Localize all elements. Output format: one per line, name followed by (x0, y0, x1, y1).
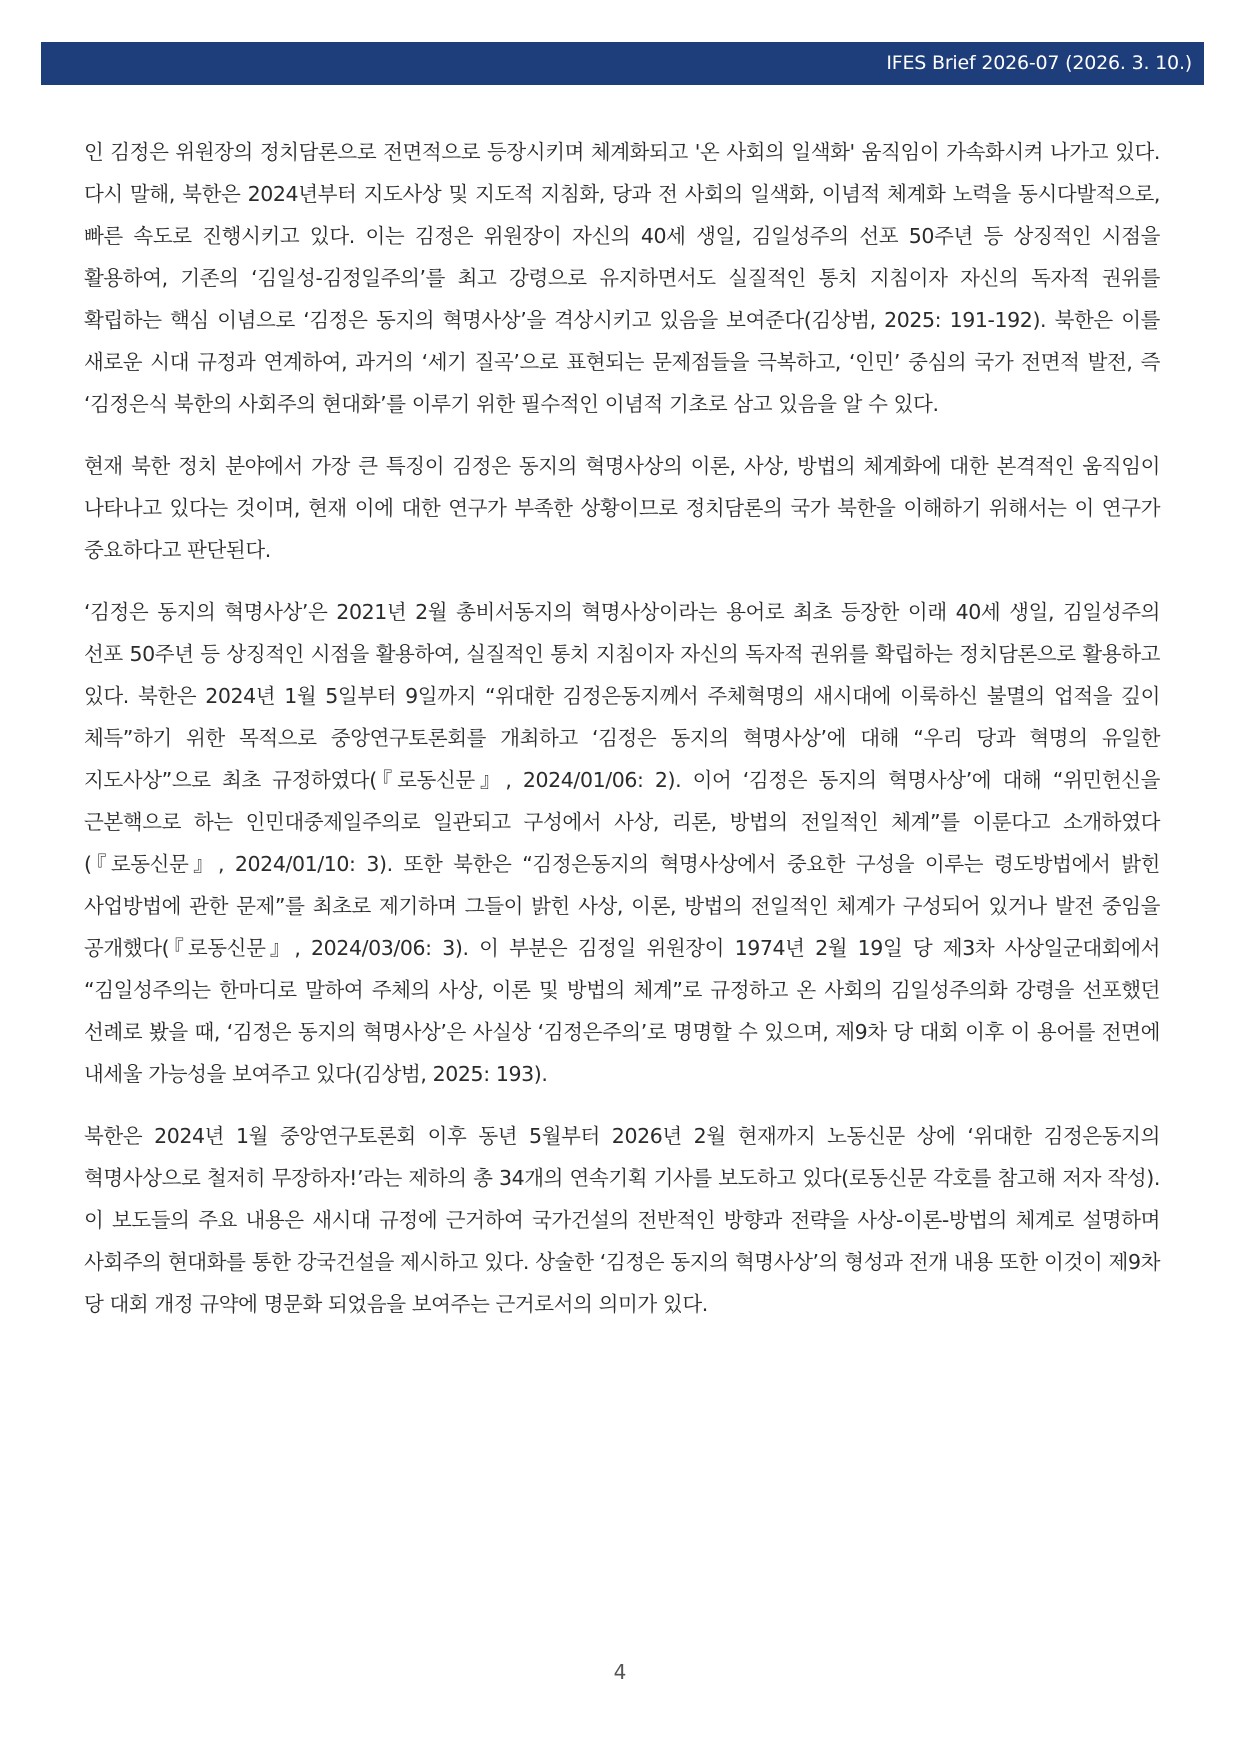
header-title: IFES Brief 2026-07 (2026. 3. 10.) (886, 52, 1192, 74)
header-bar (41, 42, 1204, 85)
paragraph-2: 현재 북한 정치 분야에서 가장 큰 특징이 김정은 동지의 혁명사상의 이론, 사상, 방법의 체계화에 대한 본격적인 움직임이 나타나고 있다는 것이며, 현재 이에 대한 연구가 부족한 상황이므로 정치담론의 국가 북한을 이해하기 위해서는 이 연구가 중요하다고 판단된다. (84, 454, 1160, 562)
document-body (84, 131, 1160, 1345)
page-number: 4 (613, 1660, 627, 1684)
paragraph-3: ‘김정은 동지의 혁명사상’은 2021년 2월 총비서동지의 혁명사상이라는 용어로 최초 등장한 이래 40세 생일, 김일성주의 선포 50주년 등 상징적인 시점을 활용하여, 실질적인 통치 지침이자 자신의 독자적 권위를 확립하는 정치담론으로 활용하고 있다. 북한은 2024년 1월 5일부터 9일까지 “위대한 김정은동지께서 주체혁명의 새시대에 이룩하신 불멸의 업적을 깊이 체득”하기 위한 목적으로 중앙연구토론회를 개최하고 ‘김정은 동지의 혁명사상’에 대해 “우리 당과 혁명의 유일한 지도사상”으로 최초 규정하였다(『로동신문』, 2024/01/06: 2). 이어 ‘김정은 동지의 혁명사상’에 대해 “위민헌신을 근본핵으로 하는 인민대중제일주의로 일관되고 구성에서 사상, 리론, 방법의 전일적인 체계”를 이룬다고 소개하였다(『로동신문』, 2024/01/10: 3). 또한 북한은 “김정은동지의 혁명사상에서 중요한 구성을 이루는 령도방법에서 밝힌 사업방법에 관한 문제”를 최초로 제기하며 그들이 밝힌 사상, 이론, 방법의 전일적인 체계가 구성되어 있거나 발전 중임을 공개했다(『로동신문』, 2024/03/06: 3). 이 부분은 김정일 위원장이 1974년 2월 19일 당 제3차 사상일군대회에서 “김일성주의는 한마디로 말하여 주체의 사상, 이론 및 방법의 체계”로 규정하고 온 사회의 김일성주의화 강령을 선포했던 선례로 봤을 때, ‘김정은 동지의 혁명사상’은 사실상 ‘김정은주의’로 명명할 수 있으며, 제9차 당 대회 이후 이 용어를 전면에 내세울 가능성을 보여주고 있다(김상범, 2025: 193). (84, 600, 1160, 1086)
paragraph-1: 인 김정은 위원장의 정치담론으로 전면적으로 등장시키며 체계화되고 '온 사회의 일색화' 움직임이 가속화시켜 나가고 있다. 다시 말해, 북한은 2024년부터 지도사상 및 지도적 지침화, 당과 전 사회의 일색화, 이념적 체계화 노력을 동시다발적으로, 빠른 속도로 진행시키고 있다. 이는 김정은 위원장이 자신의 40세 생일, 김일성주의 선포 50주년 등 상징적인 시점을 활용하여, 기존의 ‘김일성-김정일주의’를 최고 강령으로 유지하면서도 실질적인 통치 지침이자 자신의 독자적 권위를 확립하는 핵심 이념으로 ‘김정은 동지의 혁명사상’을 격상시키고 있음을 보여준다(김상범, 2025: 191-192). 북한은 이를 새로운 시대 규정과 연계하여, 과거의 ‘세기 질곡’으로 표현되는 문제점들을 극복하고, ‘인민’ 중심의 국가 전면적 발전, 즉 ‘김정은식 북한의 사회주의 현대화’를 이루기 위한 필수적인 이념적 기초로 삼고 있음을 알 수 있다. (84, 140, 1160, 416)
paragraph-4: 북한은 2024년 1월 중앙연구토론회 이후 동년 5월부터 2026년 2월 현재까지 노동신문 상에 ‘위대한 김정은동지의 혁명사상으로 철저히 무장하자!’라는 제하의 총 34개의 연속기획 기사를 보도하고 있다(로동신문 각호를 참고해 저자 작성). 이 보도들의 주요 내용은 새시대 규정에 근거하여 국가건설의 전반적인 방향과 전략을 사상-이론-방법의 체계로 설명하며 사회주의 현대화를 통한 강국건설을 제시하고 있다. 상술한 ‘김정은 동지의 혁명사상’의 형성과 전개 내용 또한 이것이 제9차 당 대회 개정 규약에 명문화 되었음을 보여주는 근거로서의 의미가 있다. (84, 1124, 1160, 1316)
